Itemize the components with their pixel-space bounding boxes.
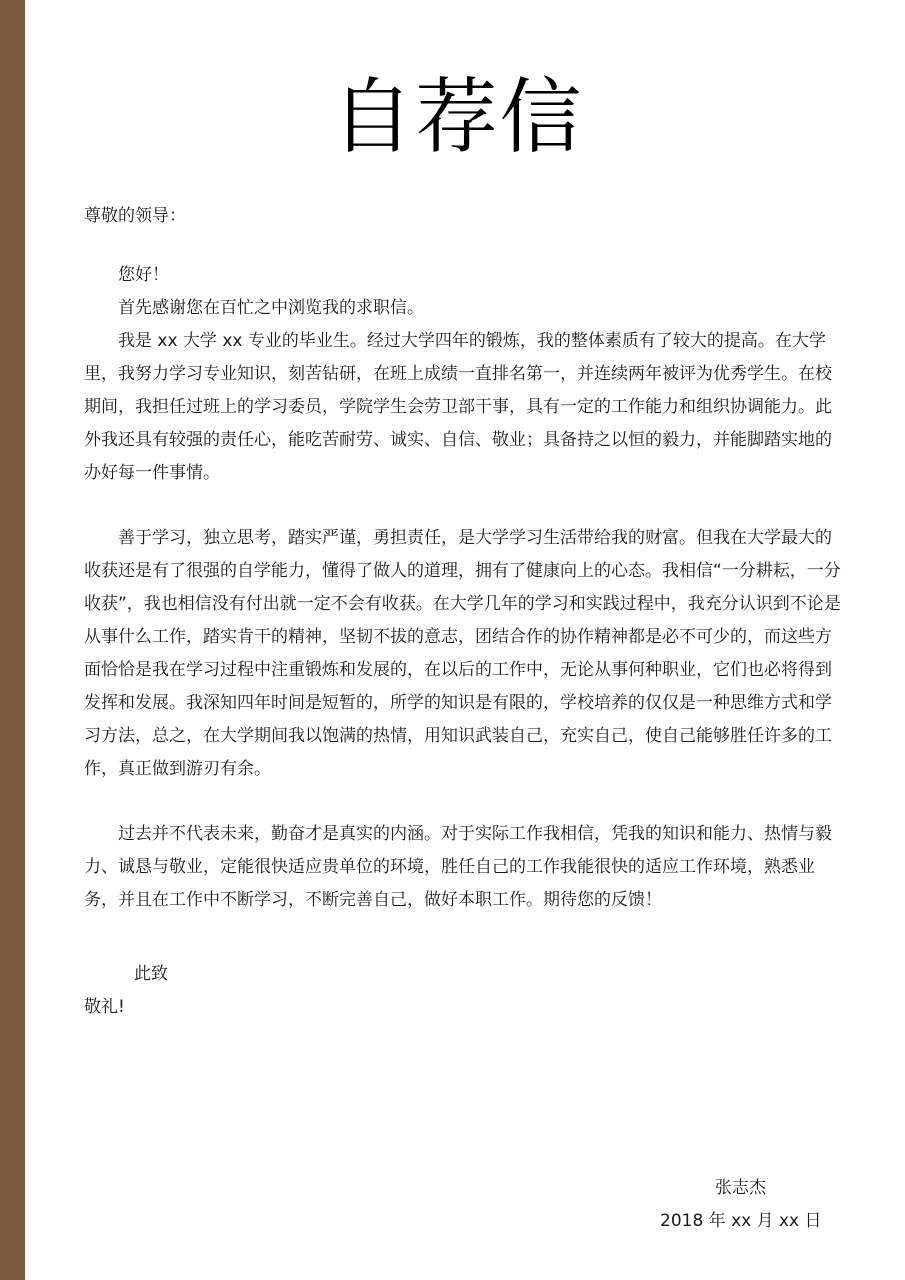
letter-title: 自荐信 xyxy=(331,70,584,165)
side-decorative-bar xyxy=(0,0,25,1280)
paragraph-outlook: 过去并不代表未来，勤奋才是真实的内涵。对于实际工作我相信，凭我的知识和能力、热情与毅力、诚恳与敬业，定能很快适应贵单位的环境，胜任自己的工作我能很快的适应工作环境，熟悉业务，并且在工作中不断学习，不断完善自己，做好本职工作。期待您的反馈！ xyxy=(84,824,832,910)
closing-line-2: 敬礼! xyxy=(84,997,125,1017)
paragraph-gains: 善于学习，独立思考，踏实严谨，勇担责任，是大学学习生活带给我的财富。但我在大学最大的收获还是有了很强的自学能力，懂得了做人的道理，拥有了健康向上的心态。我相信“一分耕耘，一分收获”，我也相信没有付出就一定不会有收获。在大学几年的学习和实践过程中，我充分认识到不论是从事什么工作，踏实肯干的精神，坚韧不拔的意志，团结合作的协作精神都是必不可少的，而这些方面恰恰是我在学习过程中注重锻炼和发展的，在以后的工作中，无论从事何种职业，它们也必将得到发挥和发展。我深知四年时间是短暂的，所学的知识是有限的，学校培养的仅仅是一种思维方式和学习方法，总之，在大学期间我以饱满的热情，用知识武装自己，充实自己，使自己能够胜任许多的工作，真正做到游刃有余。 xyxy=(84,528,841,779)
paragraph-background: 我是 xx 大学 xx 专业的毕业生。经过大学四年的锻炼，我的整体素质有了较大的提高。在大学里，我努力学习专业知识，刻苦钻研，在班上成绩一直排名第一，并连续两年被评为优秀学生。在校期间，我担任过班上的学习委员，学院学生会劳卫部干事，具有一定的工作能力和组织协调能力。此外我还具有较强的责任心，能吃苦耐劳、诚实、自信、敬业；具备持之以恒的毅力，并能脚踏实地的办好每一件事情。 xyxy=(84,331,832,483)
letter-body xyxy=(84,259,844,917)
closing-line-1: 此致 xyxy=(134,964,168,984)
letter-page xyxy=(25,0,905,1280)
paragraph-intro: 首先感谢您在百忙之中浏览我的求职信。 xyxy=(118,298,424,318)
signature-date: 2018 年 xx 月 xx 日 xyxy=(660,1211,822,1231)
signer-name: 张志杰 xyxy=(715,1178,766,1198)
greeting: 您好！ xyxy=(118,265,169,285)
salutation: 尊敬的领导： xyxy=(84,206,186,226)
